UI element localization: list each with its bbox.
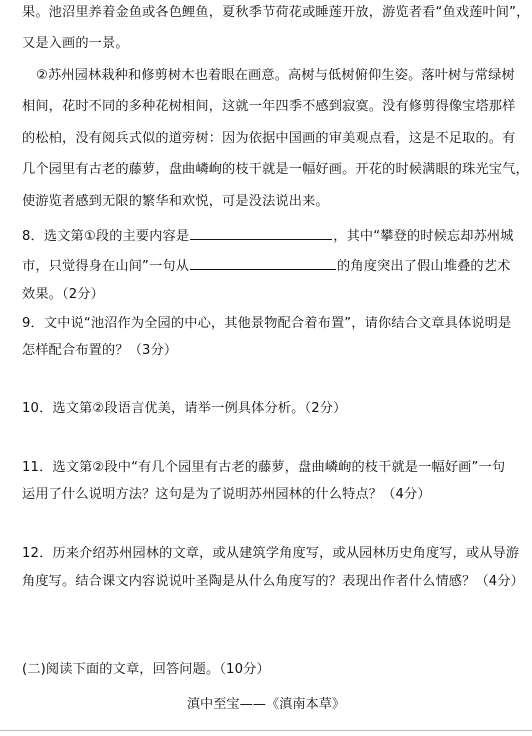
passage-line-4: 相间，花时不同的多种花树相间，这就一年四季不感到寂寞。没有修剪得像宝塔那样: [22, 99, 516, 114]
question-9-line-2: 怎样配合布置的？（3分）: [22, 343, 178, 358]
article-title: 滇中至宝——《滇南本草》: [186, 697, 346, 712]
passage-line-5: 的松柏，没有阅兵式似的道旁树：因为依据中国画的审美观点看，这是不足取的。有: [22, 131, 516, 146]
passage-line-1: 果。池沼里养着金鱼或各色鲤鱼，夏秋季节荷花或睡莲开放，游览者看“鱼戏莲叶间”，: [22, 5, 530, 20]
question-12-line-2: 角度写。结合课文内容说说叶圣陶是从什么角度写的？表现出作者什么情感？（4分）: [22, 574, 525, 589]
page-bottom-divider: [0, 730, 532, 731]
q8-text-1: 8．选文第①段的主要内容是: [22, 229, 190, 244]
q8-answer-blank-1[interactable]: [190, 226, 332, 240]
question-11-line-1: 11．选文第②段中“有几个园里有古老的藤萝，盘曲嶙峋的枝干就是一幅好画”一句: [22, 460, 506, 475]
question-8-line-2: [22, 256, 516, 276]
q8-text-3: 市，只觉得身在山间”一句从: [22, 259, 190, 274]
passage-paragraph-2-line-1: ②苏州园林栽种和修剪树木也着眼在画意。高树与低树俯仰生姿。落叶树与常绿树: [36, 68, 515, 83]
question-9-line-1: 9．文中说“池沼作为全园的中心，其他景物配合着布置”，请你结合文章具体说明是: [22, 316, 512, 331]
question-11-line-2: 运用了什么说明方法？这句是为了说明苏州园林的什么特点？（4分）: [22, 487, 431, 502]
section-2-heading: (二)阅读下面的文章，回答问题。（10分）: [22, 662, 270, 677]
passage-line-7: 使游览者感到无限的繁华和欢悦，可是没法说出来。: [22, 194, 329, 209]
q8-answer-blank-2[interactable]: [190, 256, 336, 270]
question-8-line-1: [22, 226, 516, 246]
passage-line-2: 又是入画的一景。: [22, 36, 129, 51]
passage-line-6: 几个园里有古老的藤萝，盘曲嶙峋的枝干就是一幅好画。开花的时候满眼的珠光宝气，: [22, 162, 529, 177]
q8-text-4: 的角度突出了假山堆叠的艺术: [337, 259, 511, 274]
question-10: 10．选文第②段语言优美，请举一例具体分析。（2分）: [22, 401, 347, 416]
q8-text-2: ，其中“攀登的时候忘却苏州城: [333, 229, 514, 244]
question-8-line-3: 效果。（2分）: [22, 287, 104, 302]
question-12-line-1: 12．历来介绍苏州园林的文章，或从建筑学角度写，或从园林历史角度写，或从导游: [22, 546, 520, 561]
